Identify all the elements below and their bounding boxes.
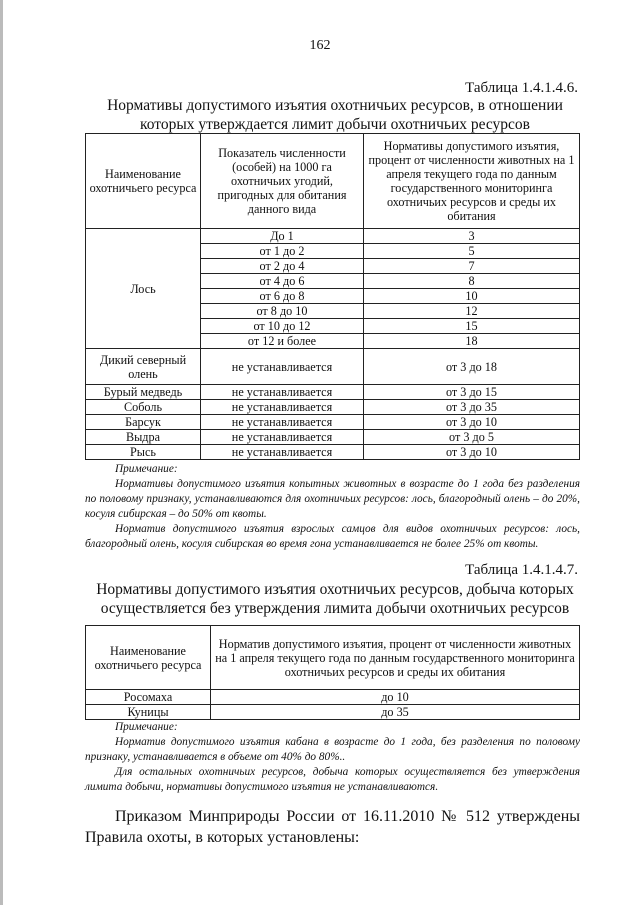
table-row [86, 430, 580, 445]
table-row [86, 400, 580, 415]
norm-cell: 10 [364, 289, 580, 304]
note: Норматив допустимого изъятия взрослых самцов для видов охотничьих ресурсов: лось, благородный олень, косуля сибирская во время гона устанавливается не более 25% от квоты. [85, 523, 580, 550]
resource-name-cell: Рысь [86, 445, 201, 460]
density-cell: не устанавливается [201, 430, 364, 445]
page-number: 162 [309, 38, 331, 53]
resource-name-cell: Барсук [86, 415, 201, 430]
table-row [86, 349, 580, 385]
resource-name-cell: Выдра [86, 430, 201, 445]
norm-cell: 8 [364, 274, 580, 289]
table-row [86, 445, 580, 460]
norm-cell: от 3 до 10 [364, 415, 580, 430]
page-edge [0, 0, 3, 905]
norm-cell: 18 [364, 334, 580, 349]
density-cell: от 12 и более [201, 334, 364, 349]
resource-name-cell: Дикий северный олень [86, 349, 201, 385]
norm-cell: 5 [364, 244, 580, 259]
density-cell: не устанавливается [201, 385, 364, 400]
norm-cell: от 3 до 5 [364, 430, 580, 445]
density-cell: не устанавливается [201, 445, 364, 460]
norm-cell: от 3 до 35 [364, 400, 580, 415]
header-cell: Норматив допустимого изъятия, процент от численности животных на 1 апреля текущего года по данным государственного мониторинга охотничьих ресурсов и среды их обитания [211, 626, 580, 690]
density-cell: от 2 до 4 [201, 259, 364, 274]
density-cell: не устанавливается [201, 415, 364, 430]
density-cell: от 1 до 2 [201, 244, 364, 259]
resource-name-cell: Лось [86, 229, 201, 349]
header-cell: Наименование охотничьего ресурса [86, 134, 201, 229]
norm-cell: от 3 до 15 [364, 385, 580, 400]
table2-notes [85, 720, 580, 795]
resource-name-cell: Соболь [86, 400, 201, 415]
table-row [86, 690, 580, 705]
table-row [86, 705, 580, 720]
table1 [85, 133, 580, 460]
table1-notes [85, 462, 580, 552]
resource-name-cell: Росомаха [86, 690, 211, 705]
table1-title: Нормативы допустимого изъятия охотничьих ресурсов, в отношении которых утверждается лимит добычи охотничьих ресурсов [107, 97, 563, 133]
norm-cell: 15 [364, 319, 580, 334]
note: Нормативы допустимого изъятия копытных животных в возрасте до 1 года без разделения по половому признаку, устанавливаются для охотничьих ресурсов: лось, благородный олень – до 20%, косуля сибирская – до 50% от квоты. [85, 478, 580, 520]
table2-title: Нормативы допустимого изъятия охотничьих ресурсов, добыча которых осуществляется без утверждения лимита добычи охотничьих ресурсов [96, 581, 574, 617]
density-cell: До 1 [201, 229, 364, 244]
table-row [86, 415, 580, 430]
density-cell: от 10 до 12 [201, 319, 364, 334]
norm-cell: 12 [364, 304, 580, 319]
norm-cell: до 10 [211, 690, 580, 705]
norm-cell: 7 [364, 259, 580, 274]
density-cell: от 8 до 10 [201, 304, 364, 319]
table2-caption: Таблица 1.4.1.4.7. [465, 562, 578, 578]
norm-cell: от 3 до 10 [364, 445, 580, 460]
table2 [85, 625, 580, 720]
density-cell: от 4 до 6 [201, 274, 364, 289]
header-cell: Показатель численности (особей) на 1000 га охотничьих угодий, пригодных для обитания данного вида [201, 134, 364, 229]
norm-cell: от 3 до 18 [364, 349, 580, 385]
density-cell: не устанавливается [201, 400, 364, 415]
body-paragraph: Приказом Минприроды России от 16.11.2010 № 512 утверждены Правила охоты, в которых установлены: [85, 808, 580, 846]
resource-name-cell: Куницы [86, 705, 211, 720]
table-row [86, 385, 580, 400]
note: Для остальных охотничьих ресурсов, добыча которых осуществляется без утверждения лимита добычи, нормативы допустимого изъятия не устанавливаются. [85, 766, 580, 793]
note-label: Примечание: [115, 463, 178, 475]
resource-name-cell: Бурый медведь [86, 385, 201, 400]
norm-cell: до 35 [211, 705, 580, 720]
norm-cell: 3 [364, 229, 580, 244]
density-cell: от 6 до 8 [201, 289, 364, 304]
table1-caption: Таблица 1.4.1.4.6. [465, 80, 578, 96]
density-cell: не устанавливается [201, 349, 364, 385]
table-row [86, 229, 580, 244]
note: Норматив допустимого изъятия кабана в возрасте до 1 года, без разделения по половому признаку, устанавливается в объеме от 40% до 80%.. [85, 736, 580, 763]
note-label: Примечание: [115, 721, 178, 733]
header-cell: Наименование охотничьего ресурса [86, 626, 211, 690]
header-cell: Нормативы допустимого изъятия, процент от численности животных на 1 апреля текущего года по данным государственного мониторинга охотничьих ресурсов и среды их обитания [364, 134, 580, 229]
